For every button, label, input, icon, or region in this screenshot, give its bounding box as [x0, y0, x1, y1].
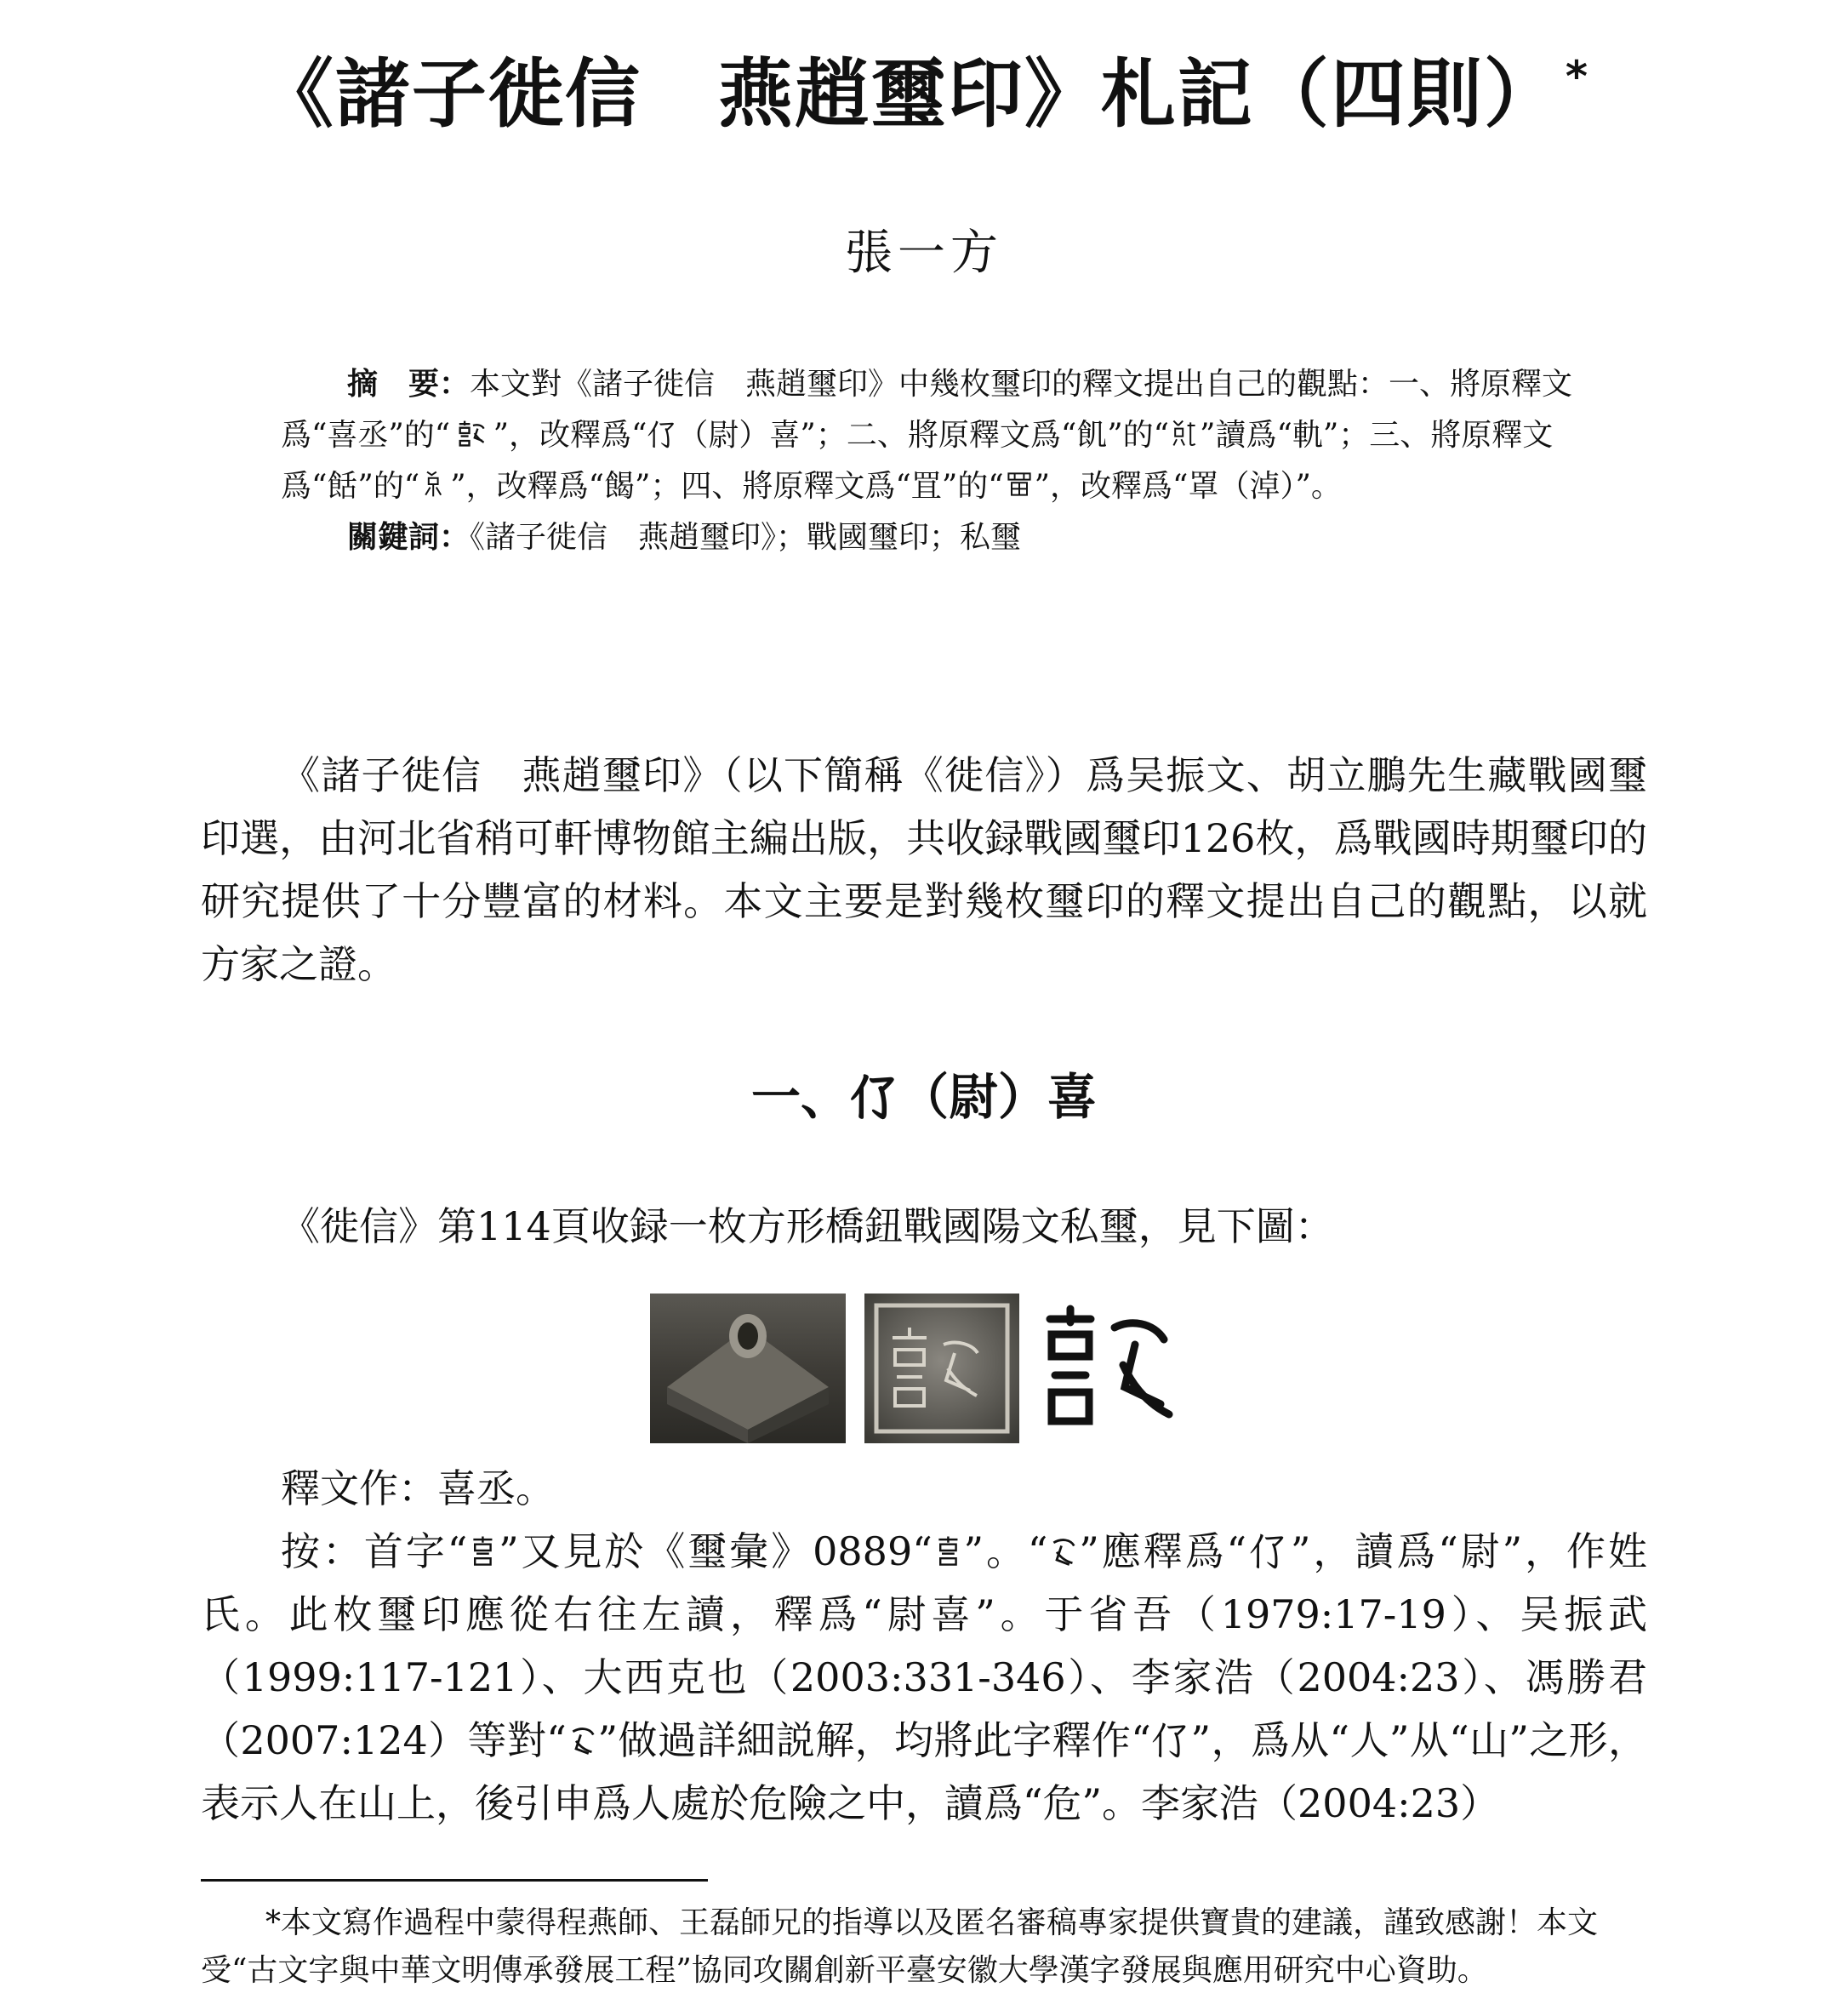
seal-images [650, 1294, 1195, 1447]
p3-text-b: ”又見於《璽彙》0889“ [499, 1528, 933, 1574]
section-heading: 一、𠆨（尉）喜 [750, 1068, 1097, 1126]
seal-figure [650, 1294, 1195, 1447]
seal-side-photo [650, 1294, 846, 1443]
seal-face-photo [864, 1294, 1019, 1443]
title-text: 《諸子徙信 燕趙璽印》札記（四則） [258, 50, 1560, 138]
seal-glyph-ju-icon [1004, 469, 1035, 500]
intro-block [201, 744, 1647, 996]
section-paragraph-2: 釋文作：喜丞。 [281, 1465, 555, 1511]
paper-title [0, 26, 1848, 146]
abstract-text-4: ”，改釋爲“餲”；四、將原釋文爲“罝”的“ [450, 469, 1004, 504]
abstract-text-2: ”，改釋爲“𠆨（尉）喜”；二、將原釋文爲“飢”的“ [493, 418, 1170, 453]
intro-paragraph: 《諸子徙信 燕趙璽印》（以下簡稱《徙信》）爲吴振文、胡立鵬先生藏戰國璽印選，由河北省稍可軒博物館主編出版，共收録戰國璽印126枚，爲戰國時期璽印的研究提供了十分豐富的材料。本文主要是對幾枚璽印的釋文提出自己的觀點，以就方家之證。 [201, 752, 1647, 987]
p3-text-e: ”做過詳細説解，均將此字釋作“𠆨”，爲从“人”从“山”之形，表示人在山上，後引申爲人處於危險之中，讀爲“危”。李家浩（2004:23） [201, 1717, 1647, 1826]
keywords-text: 《諸子徙信 燕趙璽印》；戰國璽印；私璽 [470, 520, 1022, 555]
p3-text-c: ”。“ [963, 1528, 1048, 1574]
section-intro-block [201, 1195, 1647, 1258]
seal-glyph-xi-variant-icon [933, 1531, 964, 1570]
seal-glyph-xi-icon [467, 1531, 499, 1570]
seal-character-drawing [1040, 1294, 1195, 1443]
seal-glyph-tian-icon [419, 469, 450, 500]
seal-glyph-wei-icon [1047, 1531, 1079, 1570]
abstract-label: 摘 要： [347, 367, 471, 402]
abstract-block [281, 359, 1574, 563]
abstract-text-5: ”，改釋爲“罩（淖）”。 [1034, 469, 1342, 504]
seal-glyph-ji-icon [1169, 418, 1200, 448]
footnote-text: *本文寫作過程中蒙得程燕師、王磊師兄的指導以及匿名審稿專家提供寶貴的建議，謹致感謝！本文受“古文字與中華文明傳承發展工程”協同攻關創新平臺安徽大學漢字發展與應用研究中心資助。 [201, 1905, 1599, 1988]
footnote-divider [201, 1879, 708, 1882]
seal-glyph-xi-wei-icon [450, 418, 493, 448]
p3-text-a: 按：首字“ [281, 1528, 468, 1574]
seal-glyph-wei-2-icon [567, 1720, 598, 1759]
section-paragraph-3 [201, 1520, 1647, 1835]
abstract-text-3: ”讀爲“軌”；三、將原釋文爲“餂”的“ [281, 418, 1554, 504]
keywords-paragraph [281, 512, 1574, 563]
footnote-block [201, 1899, 1647, 1995]
author-name: 張一方 [845, 226, 1003, 281]
abstract-paragraph [281, 359, 1574, 512]
abstract-text-1: 本文對《諸子徙信 燕趙璽印》中幾枚璽印的釋文提出自己的觀點：一、將原釋文爲“喜丞”的“ [281, 367, 1573, 453]
section-paragraph-1: 《徙信》第114頁收録一枚方形橋鈕戰國陽文私璽，見下圖： [281, 1203, 1334, 1249]
keywords-label: 關鍵詞： [347, 520, 471, 555]
p3-text-d: ”應釋爲“𠆨”，讀爲“尉”，作姓氏。此枚璽印應從右往左讀，釋爲“尉喜”。于省吾（1979:17-19）、吴振武（1999:117-121）、大西克也（2003:331-346）、李家浩（2004:23）、馮勝君（2007:124）等對“ [201, 1528, 1647, 1763]
title-footnote-mark: * [1565, 52, 1590, 101]
section-body-block [201, 1457, 1647, 1835]
